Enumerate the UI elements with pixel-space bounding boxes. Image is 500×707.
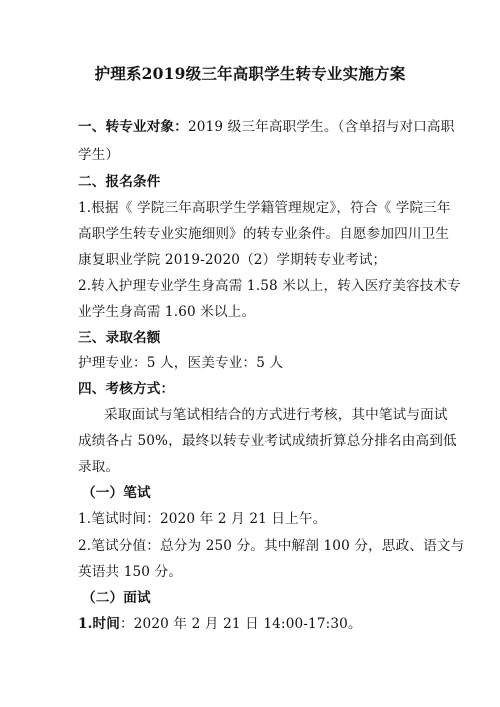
section-4-paragraph-line-3: 录取。 bbox=[78, 459, 120, 475]
section-2-item-1-line-3: 康复职业学院 2019-2020（2）学期转专业考试； bbox=[78, 252, 387, 268]
interview-item-1-text: ：2020 年 2 月 21 日 14:00-17:30。 bbox=[119, 616, 362, 632]
written-exam-item-2-line-2: 英语共 150 分。 bbox=[78, 564, 183, 580]
document-title: 护理系2019级三年高职学生转专业实施方案 bbox=[94, 64, 406, 83]
interview-item-1-label: 1.时间 bbox=[78, 616, 120, 632]
section-2-item-2-line-1: 2.转入护理专业学生身高需 1.58 米以上，转入医疗美容技术专 bbox=[78, 278, 461, 294]
written-exam-item-1: 1.笔试时间：2020 年 2 月 21 日上午。 bbox=[78, 511, 327, 527]
section-1-text-continued: 学生） bbox=[78, 147, 120, 163]
section-4-heading: 四、考核方式： bbox=[78, 381, 175, 397]
section-2-heading: 二、报名条件 bbox=[78, 174, 161, 190]
interview-heading: （二）面试 bbox=[82, 590, 151, 606]
interview-item-1 bbox=[78, 615, 362, 633]
section-1-line-1 bbox=[78, 118, 454, 136]
section-3-text: 护理专业：5 人，医美专业：5 人 bbox=[78, 355, 284, 371]
section-1-heading: 一、转专业对象： bbox=[78, 119, 188, 135]
section-4-paragraph-line-1: 采取面试与笔试相结合的方式进行考核，其中笔试与面试 bbox=[104, 407, 448, 423]
section-1-text: 2019 级三年高职学生。（含单招与对口高职 bbox=[187, 119, 455, 135]
section-2-item-2-line-2: 业学生身高需 1.60 米以上。 bbox=[78, 304, 256, 320]
section-3-heading: 三、录取名额 bbox=[78, 330, 161, 346]
section-2-item-1-line-2: 高职学生转专业实施细则》的转专业条件。自愿参加四川卫生 bbox=[78, 226, 450, 242]
section-2-item-1-line-1: 1.根据《 学院三年高职学生学籍管理规定》，符合《 学院三年 bbox=[78, 200, 451, 216]
section-4-paragraph-line-2: 成绩各占 50%，最终以转专业考试成绩折算总分排名由高到低 bbox=[78, 433, 457, 449]
written-exam-heading: （一）笔试 bbox=[82, 485, 151, 501]
written-exam-item-2-line-1: 2.笔试分值：总分为 250 分。其中解剖 100 分，思政、语文与 bbox=[78, 538, 465, 554]
